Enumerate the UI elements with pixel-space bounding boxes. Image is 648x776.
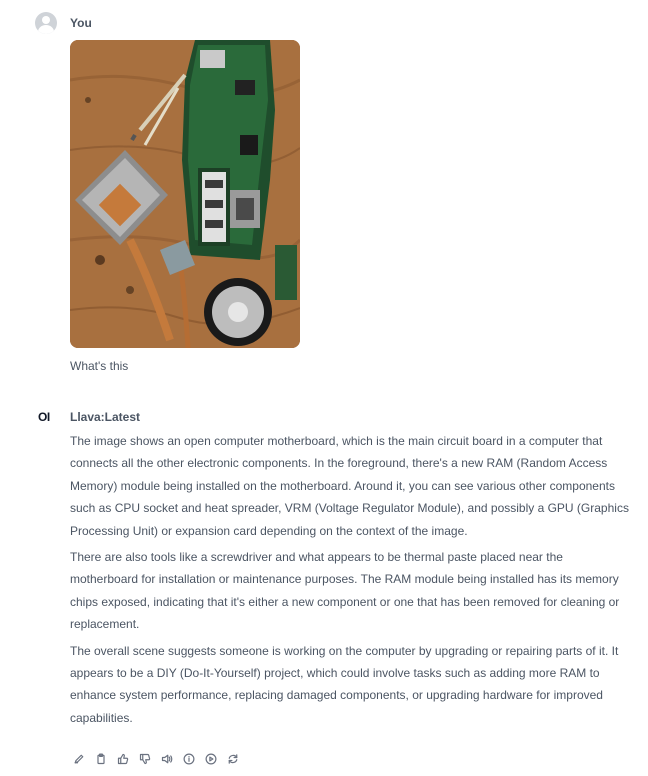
response-paragraph: There are also tools like a screwdriver and what appears to be thermal paste placed near the motherboard for installation or maintenance purposes. The RAM module being installed has its memory chips exposed, indicating that it's either a new component or one that has been removed for cleaning or replacement. — [70, 550, 620, 632]
info-icon[interactable] — [182, 752, 196, 766]
model-logo: OI — [38, 410, 50, 424]
user-avatar — [35, 12, 57, 34]
thumbs-up-icon[interactable] — [116, 752, 130, 766]
play-continue-icon[interactable] — [204, 752, 218, 766]
clipboard-copy-icon[interactable] — [94, 752, 108, 766]
pencil-edit-icon[interactable] — [72, 752, 86, 766]
model-name: Llava:Latest — [70, 410, 141, 424]
thumbs-down-icon[interactable] — [138, 752, 152, 766]
user-message — [0, 0, 648, 380]
speaker-read-aloud-icon[interactable] — [160, 752, 174, 766]
user-message-text: What's this — [70, 359, 129, 373]
attached-image[interactable] — [70, 40, 300, 348]
response-paragraph: The image shows an open computer motherboard, which is the main circuit board in a computer that connects all the other electronic components. In the foreground, there's a new RAM (Random Access Memory) module being installed on the motherboard. Around it, you can see various other components such as CPU socket and heat spreader, VRM (Voltage Regulator Module), and possibly a GPU (Graphics Processing Unit) or expansion card depending on the context of the image. — [70, 434, 629, 538]
assistant-response — [70, 430, 630, 733]
message-actions — [72, 752, 240, 766]
response-paragraph: The overall scene suggests someone is working on the computer by upgrading or repairing parts of it. It appears to be a DIY (Do-It-Yourself) project, which could involve tasks such as adding more RAM to enhance system performance, replacing damaged components, or upgrading hardware for improved capabilities. — [70, 643, 619, 725]
user-name: You — [70, 16, 92, 30]
regenerate-icon[interactable] — [226, 752, 240, 766]
